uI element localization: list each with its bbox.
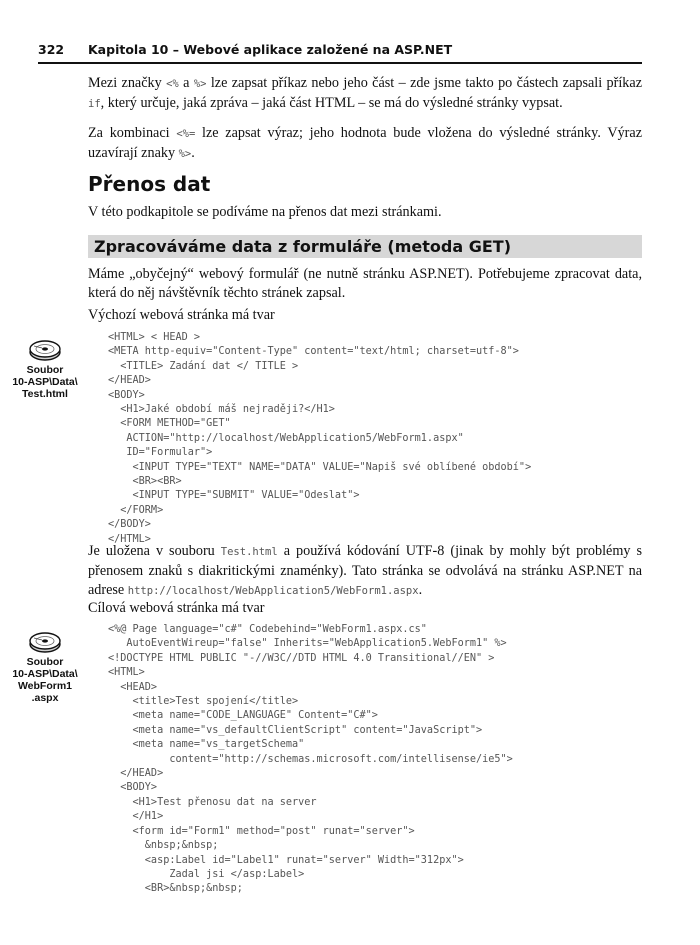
inline-code: if xyxy=(88,98,101,110)
code-line: </HEAD> xyxy=(108,768,164,780)
inline-code: <% xyxy=(166,78,179,90)
code-line: </H1> xyxy=(108,811,164,823)
sidebar-file-note xyxy=(8,630,82,704)
sidebar-file-note xyxy=(8,338,82,400)
code-line: <INPUT TYPE="SUBMIT" VALUE="Odeslat"> xyxy=(108,490,360,502)
code-line: <HTML> xyxy=(108,667,145,679)
code-line: <TITLE> Zadání dat </ TITLE > xyxy=(108,360,299,372)
code-listing-aspx xyxy=(108,623,513,897)
inline-code: %> xyxy=(193,78,207,90)
paragraph-target-page: Cílová webová stránka má tvar xyxy=(88,600,265,616)
code-line: <BR><BR> xyxy=(108,476,182,488)
code-line: <BODY> xyxy=(108,389,145,401)
code-line: <asp:Label id="Label1" runat="server" Width="312px"> xyxy=(108,854,464,866)
code-line: <meta name="vs_targetSchema" xyxy=(108,739,305,751)
paragraph-file-info xyxy=(88,542,642,601)
text-run: Je uložena v souboru xyxy=(88,543,221,559)
inline-code: %> xyxy=(178,148,192,160)
code-line: </BODY> xyxy=(108,519,151,531)
note-line: 10-ASP\Data\ xyxy=(12,668,78,680)
code-line: <META http-equiv="Content-Type" content="text/html; charset=utf-8"> xyxy=(108,346,519,358)
code-line: <BR>&nbsp;&nbsp; xyxy=(108,883,243,895)
paragraph-source-page: Výchozí webová stránka má tvar xyxy=(88,307,275,323)
text-run: , který určuje, jaká zpráva – jaká část HTML – se má do výsledné stránky vypsat. xyxy=(100,95,563,111)
code-line: <H1>Jaké období máš nejraději?</H1> xyxy=(108,404,335,416)
code-line: ID="Formular"> xyxy=(108,447,213,459)
paragraph-tags xyxy=(88,74,642,114)
code-line: AutoEventWireup="false" Inherits="WebApplication5.WebForm1" %> xyxy=(108,638,507,650)
note-line: .aspx xyxy=(31,692,59,704)
note-line: 10-ASP\Data\ xyxy=(12,376,78,388)
code-line: <INPUT TYPE="TEXT" NAME="DATA" VALUE="Napiš své oblíbené období"> xyxy=(108,461,532,473)
code-line: Zadal jsi </asp:Label> xyxy=(108,868,305,880)
code-line: <%@ Page language="c#" Codebehind="WebForm1.aspx.cs" xyxy=(108,624,427,635)
code-line: <FORM METHOD="GET" xyxy=(108,418,231,430)
code-line: &nbsp;&nbsp; xyxy=(108,840,219,852)
paragraph-form: Máme „obyčejný“ webový formulář (ne nutně stránku ASP.NET). Potřebujeme zpracovat data, která do něj návštěvník těchto stránek zapsal. xyxy=(88,266,642,301)
code-line: </FORM> xyxy=(108,504,164,516)
code-line: <H1>Test přenosu dat na server xyxy=(108,796,317,808)
code-line: <meta name="vs_defaultClientScript" content="JavaScript"> xyxy=(108,724,483,736)
code-listing-html xyxy=(108,331,531,547)
cd-disc-icon xyxy=(28,630,62,654)
text-run: Mezi značky xyxy=(88,75,167,91)
inline-code: Test.html xyxy=(220,546,278,558)
code-line: </HTML> xyxy=(108,533,151,545)
running-header xyxy=(38,40,642,64)
subsection-heading: Zpracováváme data z formuláře (metoda GET) xyxy=(94,237,511,256)
note-line: Test.html xyxy=(22,388,68,400)
text-run: a xyxy=(178,75,194,91)
code-line: </HEAD> xyxy=(108,375,151,387)
note-line: Soubor xyxy=(26,364,64,376)
text-run: lze zapsat výraz; jeho hodnota bude vložena do výsledné stránky. Výraz uzavírají znaky xyxy=(88,125,643,161)
text-run: Za kombinaci xyxy=(88,125,177,141)
code-line: ACTION="http://localhost/WebApplication5/WebForm1.aspx" xyxy=(108,432,464,444)
code-line: <BODY> xyxy=(108,782,158,794)
inline-code: http://localhost/WebApplication5/WebForm1.aspx xyxy=(127,585,419,597)
paragraph-expression xyxy=(88,124,642,164)
text-run: . xyxy=(191,145,195,161)
code-line: <HEAD> xyxy=(108,681,158,693)
code-line: <form id="Form1" method="post" runat="server"> xyxy=(108,825,415,837)
code-line: <meta name="CODE_LANGUAGE" Content="C#"> xyxy=(108,710,378,722)
note-line: Soubor xyxy=(26,656,64,668)
inline-code: <%= xyxy=(176,128,196,140)
text-run: lze zapsat příkaz nebo jeho část – zde jsme takto po částech zapsali příkaz xyxy=(206,75,642,91)
page-number: 322 xyxy=(38,42,65,57)
cd-disc-icon xyxy=(28,338,62,362)
code-line: content="http://schemas.microsoft.com/intellisense/ie5"> xyxy=(108,753,513,765)
code-line: <HTML> < HEAD > xyxy=(108,332,201,343)
code-line: <title>Test spojení</title> xyxy=(108,696,299,708)
text-run: a používá kódování UTF-8 (jinak by mohly být problémy s přenosem znaků s diakritickými znaménky). Tato stránka se odvolává na stránku ASP.NET na adrese xyxy=(88,543,642,598)
text-run: . xyxy=(418,582,423,598)
section-heading: Přenos dat xyxy=(88,172,211,196)
paragraph-intro: V této podkapitole se podíváme na přenos dat mezi stránkami. xyxy=(88,204,442,220)
chapter-title: Kapitola 10 – Webové aplikace založené na ASP.NET xyxy=(88,42,453,57)
code-line: <!DOCTYPE HTML PUBLIC "-//W3C//DTD HTML 4.0 Transitional//EN" > xyxy=(108,652,495,664)
note-line: WebForm1 xyxy=(17,680,73,692)
